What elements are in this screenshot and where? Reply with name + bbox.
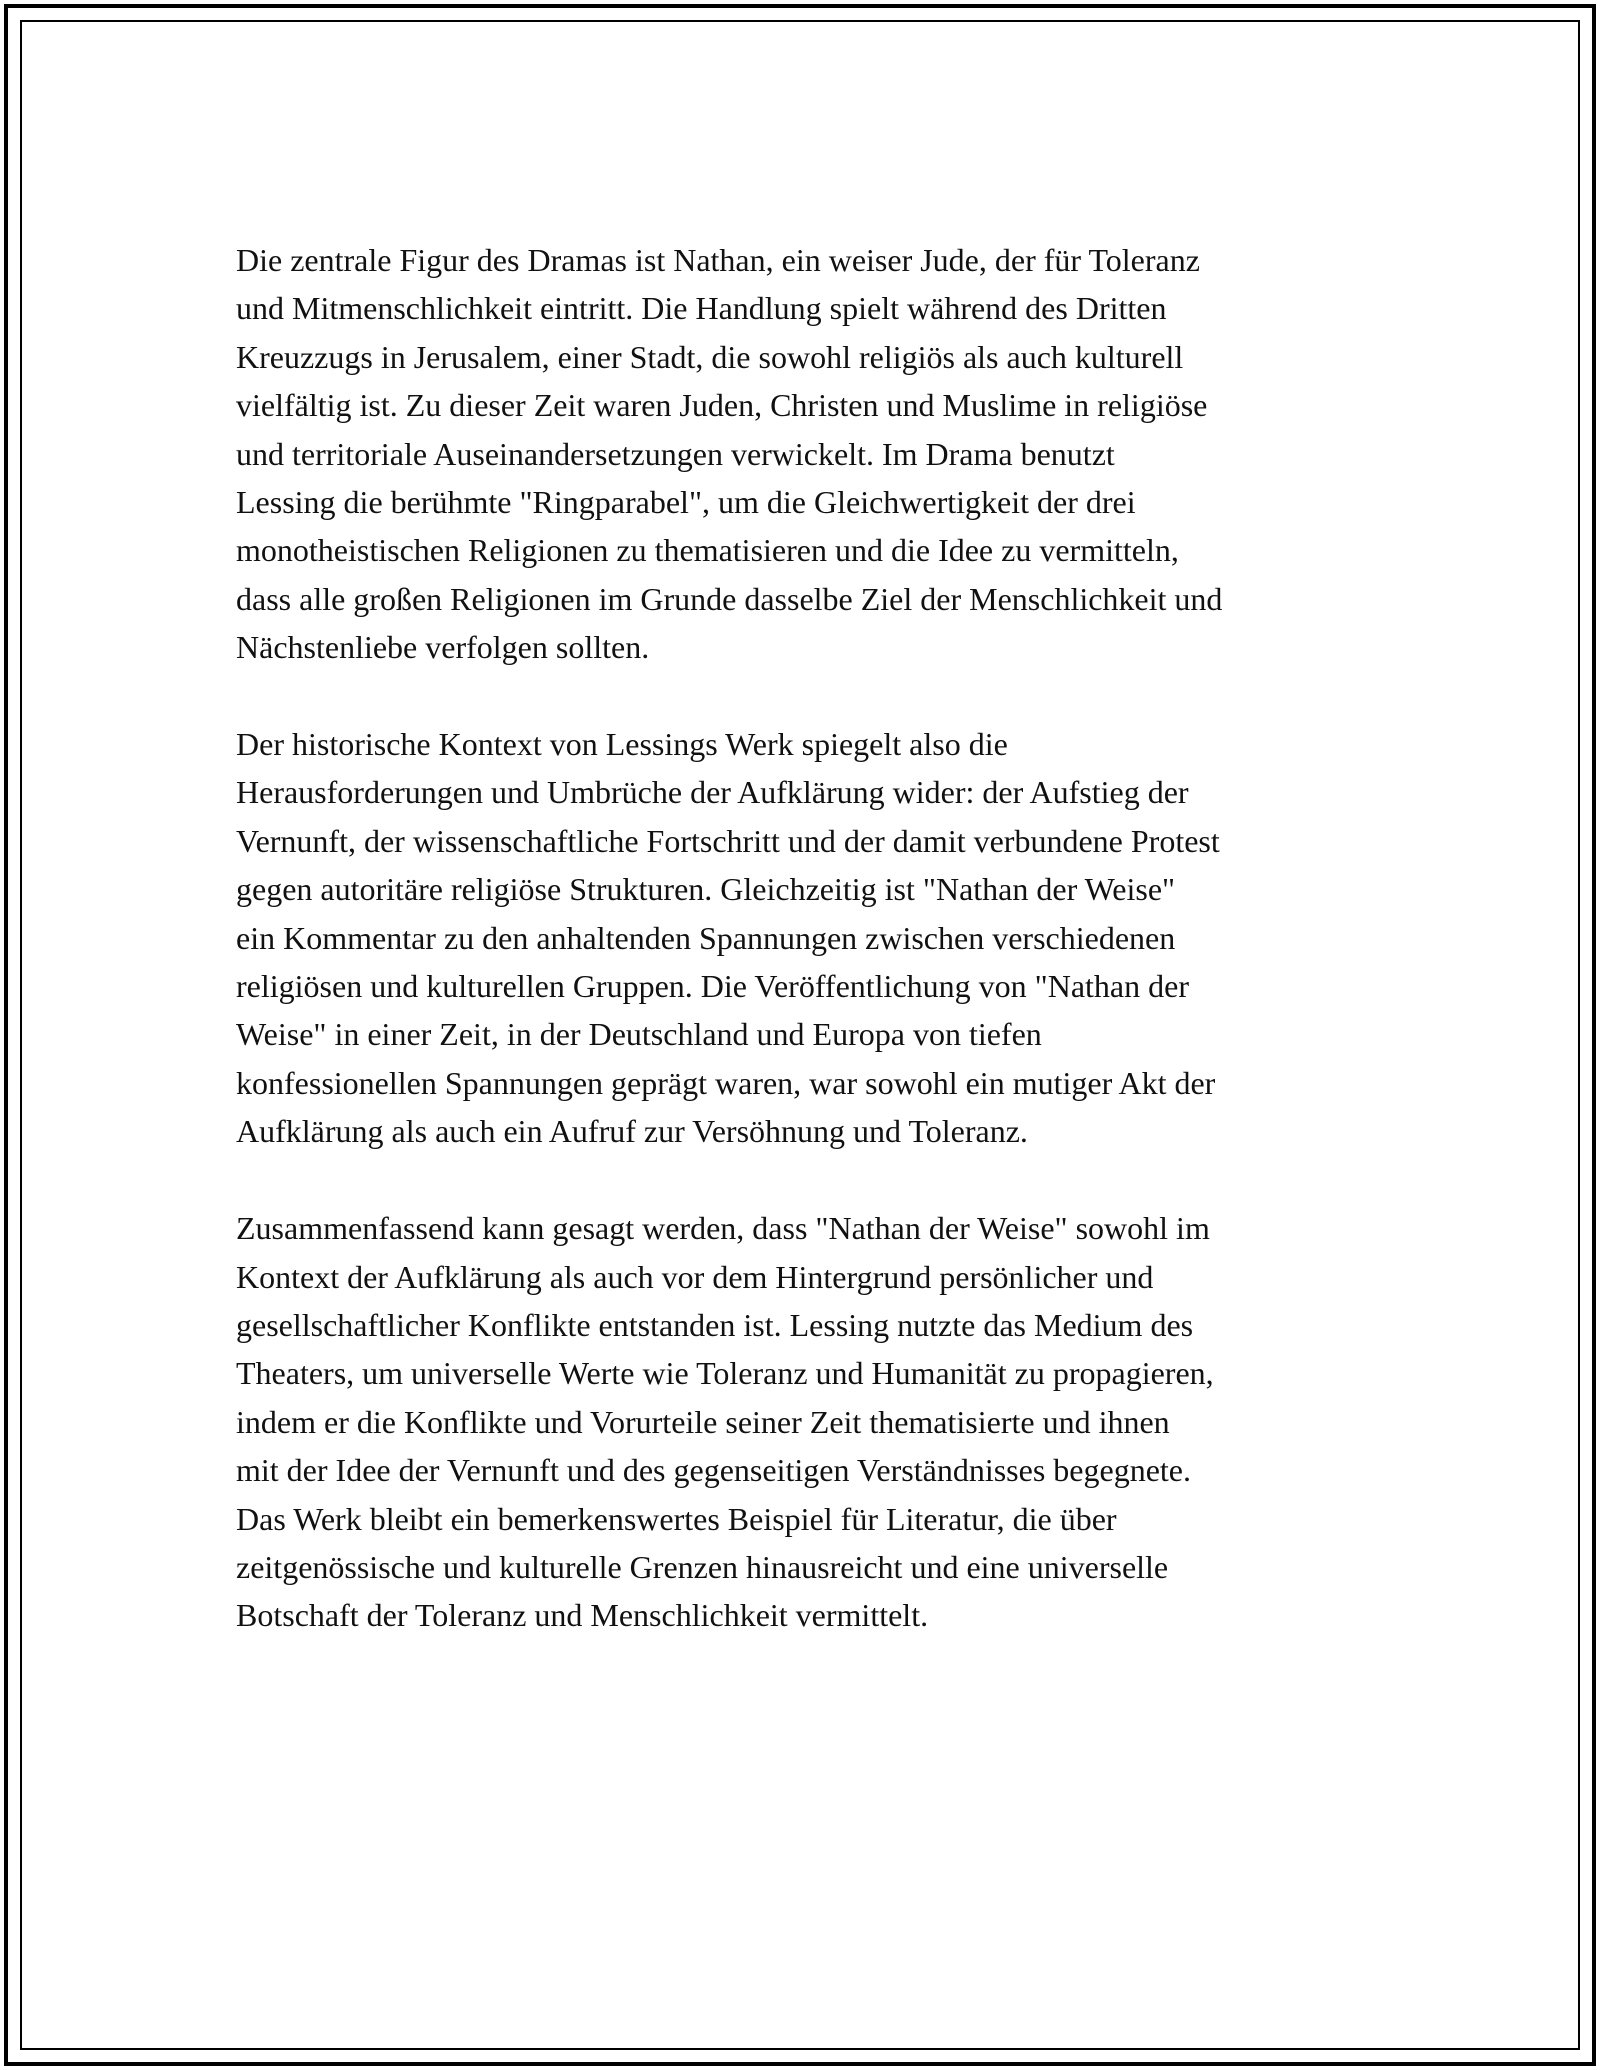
text-line: Kontext der Aufklärung als auch vor dem Hintergrund persönlicher und [236,1258,1154,1295]
text-line: Nächstenliebe verfolgen sollten. [236,629,650,666]
text-line: monotheistischen Religionen zu thematisieren und die Idee zu vermitteln, [236,532,1179,569]
paragraph-1 [236,236,1376,672]
text-line: Der historische Kontext von Lessings Werk spiegelt also die [236,726,1008,763]
text-line: Kreuzzugs in Jerusalem, einer Stadt, die sowohl religiös als auch kulturell [236,338,1184,375]
text-line: Lessing die berühmte "Ringparabel", um die Gleichwertigkeit der drei [236,484,1136,521]
text-line: mit der Idee der Vernunft und des gegenseitigen Verständnisses begegnete. [236,1452,1191,1489]
text-line: und territoriale Auseinandersetzungen verwickelt. Im Drama benutzt [236,435,1115,472]
text-line: zeitgenössische und kulturelle Grenzen hinausreicht und eine universelle [236,1548,1169,1585]
text-line: Theaters, um universelle Werte wie Toleranz und Humanität zu propagieren, [236,1355,1214,1392]
text-line: Weise" in einer Zeit, in der Deutschland und Europa von tiefen [236,1016,1042,1053]
text-line: gegen autoritäre religiöse Strukturen. Gleichzeitig ist "Nathan der Weise" [236,871,1176,908]
text-line: vielfältig ist. Zu dieser Zeit waren Juden, Christen und Muslime in religiöse [236,387,1208,424]
text-line: indem er die Konflikte und Vorurteile seiner Zeit thematisierte und ihnen [236,1403,1170,1440]
text-line: Vernunft, der wissenschaftliche Fortschritt und der damit verbundene Protest [236,822,1220,859]
text-line: und Mitmenschlichkeit eintritt. Die Handlung spielt während des Dritten [236,290,1167,327]
text-line: Die zentrale Figur des Dramas ist Nathan, ein weiser Jude, der für Toleranz [236,242,1200,278]
text-line: Zusammenfassend kann gesagt werden, dass "Nathan der Weise" sowohl im [236,1210,1210,1247]
text-line: Aufklärung als auch ein Aufruf zur Versöhnung und Toleranz. [236,1113,1028,1150]
text-line: Das Werk bleibt ein bemerkenswertes Beispiel für Literatur, die über [236,1500,1117,1537]
paragraph-3 [236,1204,1376,1640]
text-line: Herausforderungen und Umbrüche der Aufklärung wider: der Aufstieg der [236,774,1189,811]
document-body [236,236,1376,1688]
text-line: dass alle großen Religionen im Grunde dasselbe Ziel der Menschlichkeit und [236,580,1223,617]
text-line: ein Kommentar zu den anhaltenden Spannungen zwischen verschiedenen [236,919,1176,956]
text-line: religiösen und kulturellen Gruppen. Die Veröffentlichung von "Nathan der [236,968,1189,1005]
text-line: gesellschaftlicher Konflikte entstanden ist. Lessing nutzte das Medium des [236,1306,1194,1343]
paragraph-2 [236,720,1376,1156]
text-line: konfessionellen Spannungen geprägt waren, war sowohl ein mutiger Akt der [236,1064,1216,1101]
text-line: Botschaft der Toleranz und Menschlichkeit vermittelt. [236,1597,929,1634]
